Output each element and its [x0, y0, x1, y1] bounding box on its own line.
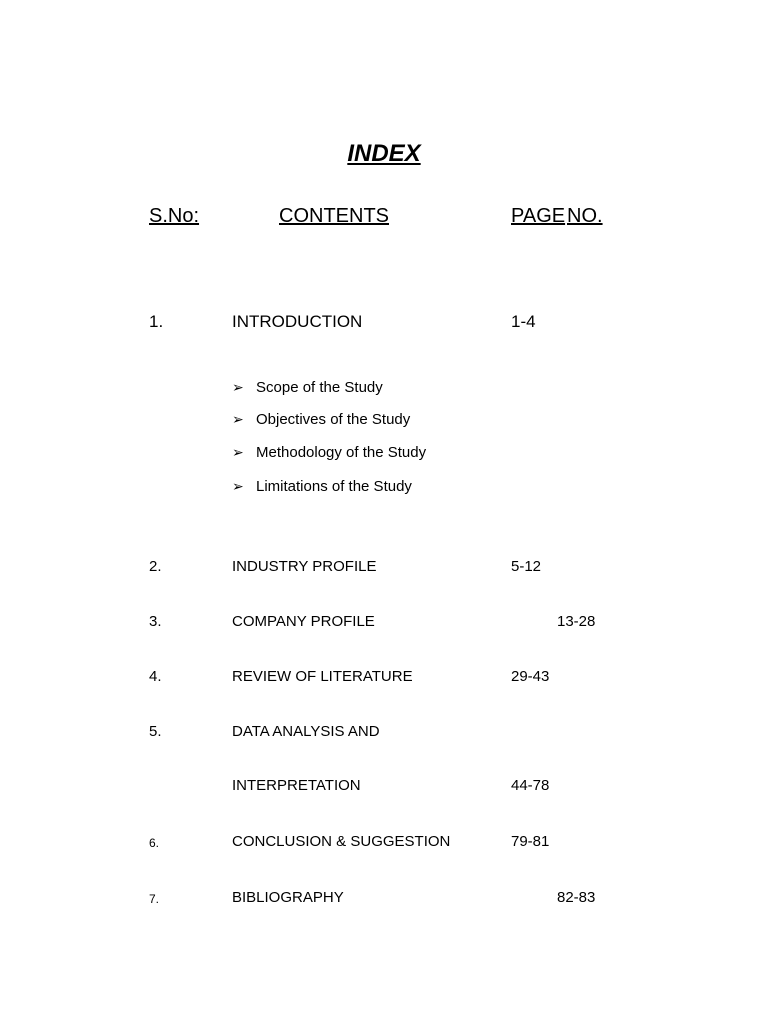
row-4-sno: 4.	[149, 668, 162, 685]
row-6-sno: 6.	[149, 836, 160, 850]
page-header: PAGE	[511, 205, 566, 227]
row-1-content: INTRODUCTION	[232, 312, 363, 331]
row-5-page: 44-78	[511, 777, 550, 794]
row-4-content: REVIEW OF LITERATURE	[232, 668, 413, 685]
row-1-sno: 1.	[149, 312, 164, 331]
index-title: INDEX	[347, 140, 421, 167]
arrow-bullet-icon: ➢	[232, 379, 244, 395]
row-6-page: 79-81	[511, 833, 550, 850]
row-5-sno: 5.	[149, 723, 162, 740]
row-7-page: 82-83	[557, 889, 596, 906]
subitem-label: Objectives of the Study	[256, 411, 411, 428]
intro-subitem	[232, 444, 426, 461]
contents-header: CONTENTS	[279, 205, 389, 227]
subitem-label: Methodology of the Study	[256, 444, 427, 461]
intro-subitem	[232, 379, 383, 396]
row-5-content: DATA ANALYSIS AND	[232, 723, 380, 740]
row-5-content-cont: INTERPRETATION	[232, 777, 361, 794]
row-6-content: CONCLUSION & SUGGESTION	[232, 833, 451, 850]
row-7-sno: 7.	[149, 892, 160, 906]
intro-subitem	[232, 478, 412, 495]
row-7-content: BIBLIOGRAPHY	[232, 889, 344, 906]
intro-subitem	[232, 411, 410, 428]
row-1-page: 1-4	[511, 312, 536, 331]
subitem-label: Limitations of the Study	[256, 478, 412, 495]
row-2-page: 5-12	[511, 558, 542, 575]
row-3-content: COMPANY PROFILE	[232, 613, 375, 630]
subitem-label: Scope of the Study	[256, 379, 383, 396]
arrow-bullet-icon: ➢	[232, 411, 244, 427]
page-no-header: NO.	[567, 205, 603, 227]
sno-header: S.No:	[149, 205, 200, 227]
row-3-page: 13-28	[557, 613, 596, 630]
row-4-page: 29-43	[511, 668, 550, 685]
arrow-bullet-icon: ➢	[232, 444, 244, 460]
arrow-bullet-icon: ➢	[232, 478, 244, 494]
row-2-content: INDUSTRY PROFILE	[232, 558, 377, 575]
row-3-sno: 3.	[149, 613, 162, 630]
row-2-sno: 2.	[149, 558, 162, 575]
